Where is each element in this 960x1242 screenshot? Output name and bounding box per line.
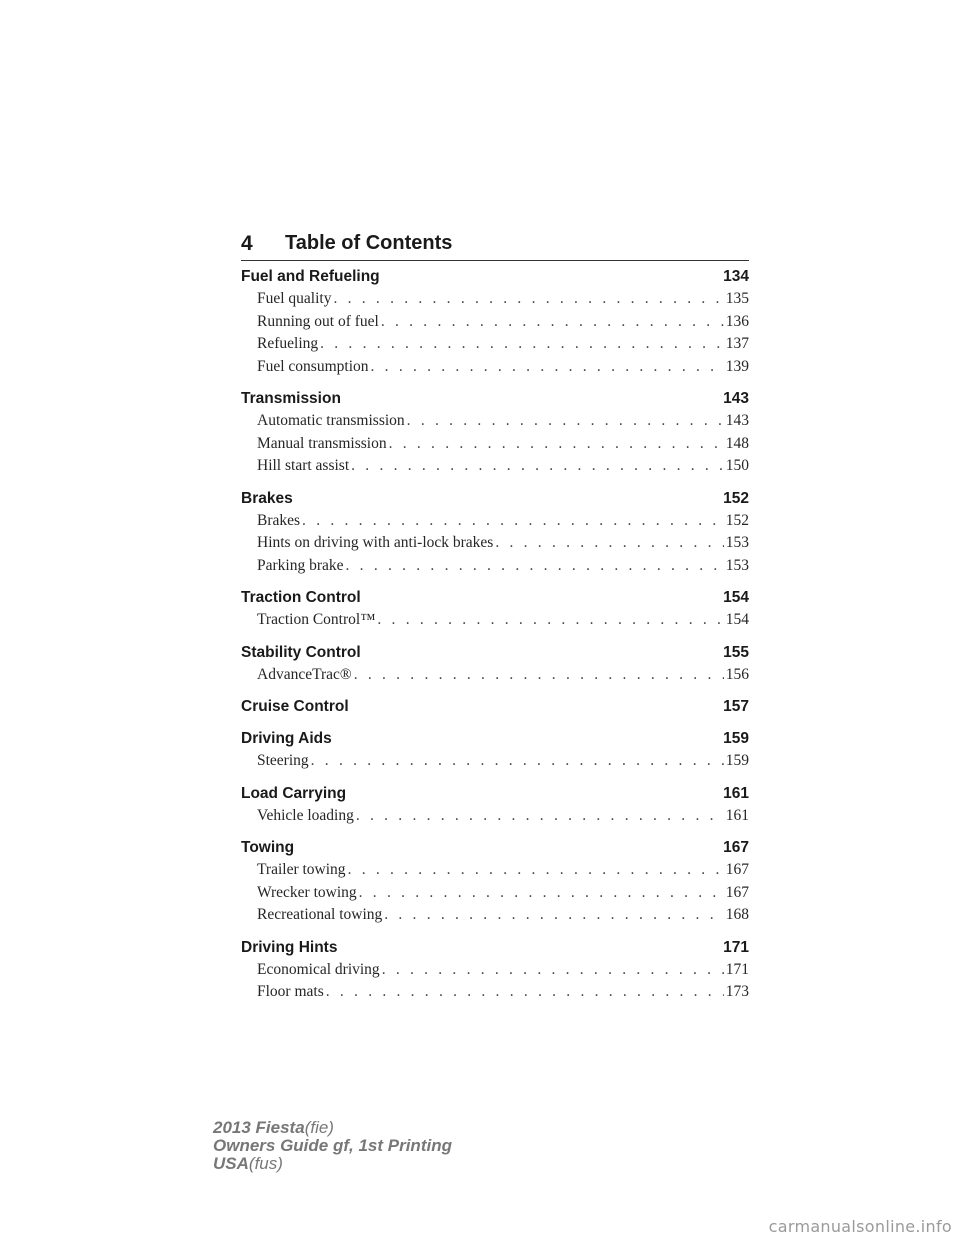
dot-leader (346, 555, 724, 578)
toc-section (241, 583, 749, 638)
watermark: carmanualsonline.info (768, 1217, 952, 1236)
section-page: 171 (723, 938, 749, 956)
entry-label: Wrecker towing (257, 883, 357, 901)
entry-label: Parking brake (257, 556, 344, 574)
section-heading[interactable] (241, 638, 749, 664)
section-title: Driving Hints (241, 938, 338, 956)
entry-page: 152 (725, 511, 749, 529)
section-page: 159 (723, 730, 749, 747)
dot-leader (320, 333, 724, 356)
toc-entry[interactable] (257, 981, 749, 1004)
section-heading[interactable] (241, 833, 749, 859)
table-of-contents (241, 262, 749, 1010)
toc-entry[interactable] (257, 805, 749, 828)
toc-section (241, 262, 749, 384)
entry-label: Recreational towing (257, 906, 383, 923)
entry-label: Fuel consumption (257, 357, 369, 375)
section-page: 157 (723, 698, 749, 715)
section-heading[interactable] (241, 779, 749, 805)
section-heading[interactable] (241, 384, 749, 410)
toc-entry[interactable] (257, 750, 749, 773)
entry-label: Hill start assist (257, 457, 350, 474)
section-title: Towing (241, 839, 295, 856)
section-page: 161 (723, 784, 749, 802)
page-title: Table of Contents (285, 232, 453, 254)
page-header (241, 228, 749, 260)
entry-page: 153 (725, 534, 749, 551)
toc-entry[interactable] (257, 904, 749, 927)
section-heading[interactable] (241, 484, 749, 510)
toc-entry[interactable] (257, 609, 749, 632)
dot-leader (302, 510, 724, 533)
entry-page: 173 (725, 983, 749, 1000)
entry-page: 171 (725, 960, 749, 978)
entry-label: AdvanceTrac® (257, 665, 352, 683)
toc-entry[interactable] (257, 532, 749, 555)
footer-guide: Owners Guide gf, 1st Printing (213, 1136, 452, 1155)
section-page: 155 (723, 643, 749, 661)
entry-label: Floor mats (257, 983, 324, 1000)
section-heading[interactable] (241, 933, 749, 959)
entry-label: Vehicle loading (257, 806, 354, 824)
entry-page: 161 (725, 806, 749, 824)
dot-leader (371, 356, 724, 379)
entry-page: 154 (725, 611, 749, 628)
dot-leader (377, 609, 723, 632)
entry-label: Trailer towing (257, 861, 346, 878)
entry-label: Traction Control™ (257, 611, 376, 628)
header-divider (241, 260, 749, 261)
footer-market-code: (fus) (248, 1154, 283, 1173)
entry-label: Economical driving (257, 960, 380, 978)
toc-entry[interactable] (257, 959, 749, 982)
section-title: Stability Control (241, 643, 361, 661)
toc-section (241, 484, 749, 584)
section-title: Fuel and Refueling (241, 268, 380, 285)
toc-entry[interactable] (257, 859, 749, 882)
toc-entry[interactable] (257, 510, 749, 533)
toc-entry[interactable] (257, 455, 749, 478)
entry-label: Fuel quality (257, 290, 332, 307)
toc-entry[interactable] (257, 664, 749, 687)
section-title: Traction Control (241, 589, 361, 606)
toc-entry[interactable] (257, 555, 749, 578)
section-page: 143 (723, 390, 749, 407)
entry-label: Brakes (257, 511, 301, 529)
dot-leader (407, 410, 724, 433)
dot-leader (381, 311, 724, 334)
section-title: Driving Aids (241, 730, 332, 747)
section-title: Load Carrying (241, 784, 347, 802)
section-page: 134 (723, 268, 749, 285)
entry-label: Manual transmission (257, 434, 387, 452)
toc-section (241, 779, 749, 834)
entry-label: Steering (257, 752, 309, 769)
section-heading[interactable] (241, 724, 749, 750)
section-heading[interactable] (241, 583, 749, 609)
section-page: 154 (723, 589, 749, 606)
entry-page: 156 (725, 665, 749, 683)
entry-page: 159 (725, 752, 749, 769)
toc-entry[interactable] (257, 288, 749, 311)
entry-page: 168 (725, 906, 749, 923)
dot-leader (495, 532, 723, 555)
entry-page: 167 (725, 861, 749, 878)
section-page: 167 (723, 839, 749, 856)
dot-leader (384, 904, 724, 927)
page-number: 4 (241, 232, 253, 255)
dot-leader (356, 805, 724, 828)
entry-page: 150 (725, 457, 749, 474)
toc-section (241, 692, 749, 724)
toc-entry[interactable] (257, 333, 749, 356)
section-heading[interactable] (241, 692, 749, 718)
entry-label: Running out of fuel (257, 312, 379, 330)
entry-label: Hints on driving with anti-lock brakes (257, 534, 494, 551)
dot-leader (382, 959, 724, 982)
footer-model-code: (fie) (304, 1118, 334, 1137)
footer-market: USA (213, 1154, 249, 1173)
entry-page: 153 (725, 556, 749, 574)
section-gap (241, 1004, 749, 1010)
toc-section (241, 384, 749, 484)
dot-leader (326, 981, 724, 1004)
dot-leader (311, 750, 724, 773)
section-heading[interactable] (241, 262, 749, 288)
entry-page: 148 (725, 434, 749, 452)
section-page: 152 (723, 489, 749, 507)
section-title: Transmission (241, 390, 341, 407)
entry-label: Refueling (257, 335, 319, 352)
entry-page: 143 (725, 412, 749, 429)
entry-page: 136 (725, 312, 749, 330)
dot-leader (348, 859, 724, 882)
entry-page: 139 (725, 357, 749, 375)
toc-entry[interactable] (257, 882, 749, 905)
toc-section (241, 638, 749, 693)
toc-section (241, 833, 749, 933)
toc-entry[interactable] (257, 410, 749, 433)
toc-entry[interactable] (257, 433, 749, 456)
dot-leader (351, 455, 724, 478)
dot-leader (333, 288, 723, 311)
entry-page: 137 (725, 335, 749, 352)
section-title: Cruise Control (241, 698, 349, 715)
toc-section (241, 933, 749, 1010)
entry-label: Automatic transmission (257, 412, 405, 429)
toc-entry[interactable] (257, 356, 749, 379)
entry-page: 167 (725, 883, 749, 901)
print-footer (213, 1119, 452, 1173)
dot-leader (354, 664, 724, 687)
dot-leader (389, 433, 724, 456)
toc-section (241, 724, 749, 779)
footer-model: 2013 Fiesta (213, 1118, 305, 1137)
toc-entry[interactable] (257, 311, 749, 334)
section-title: Brakes (241, 489, 293, 507)
dot-leader (359, 882, 724, 905)
entry-page: 135 (725, 290, 749, 307)
